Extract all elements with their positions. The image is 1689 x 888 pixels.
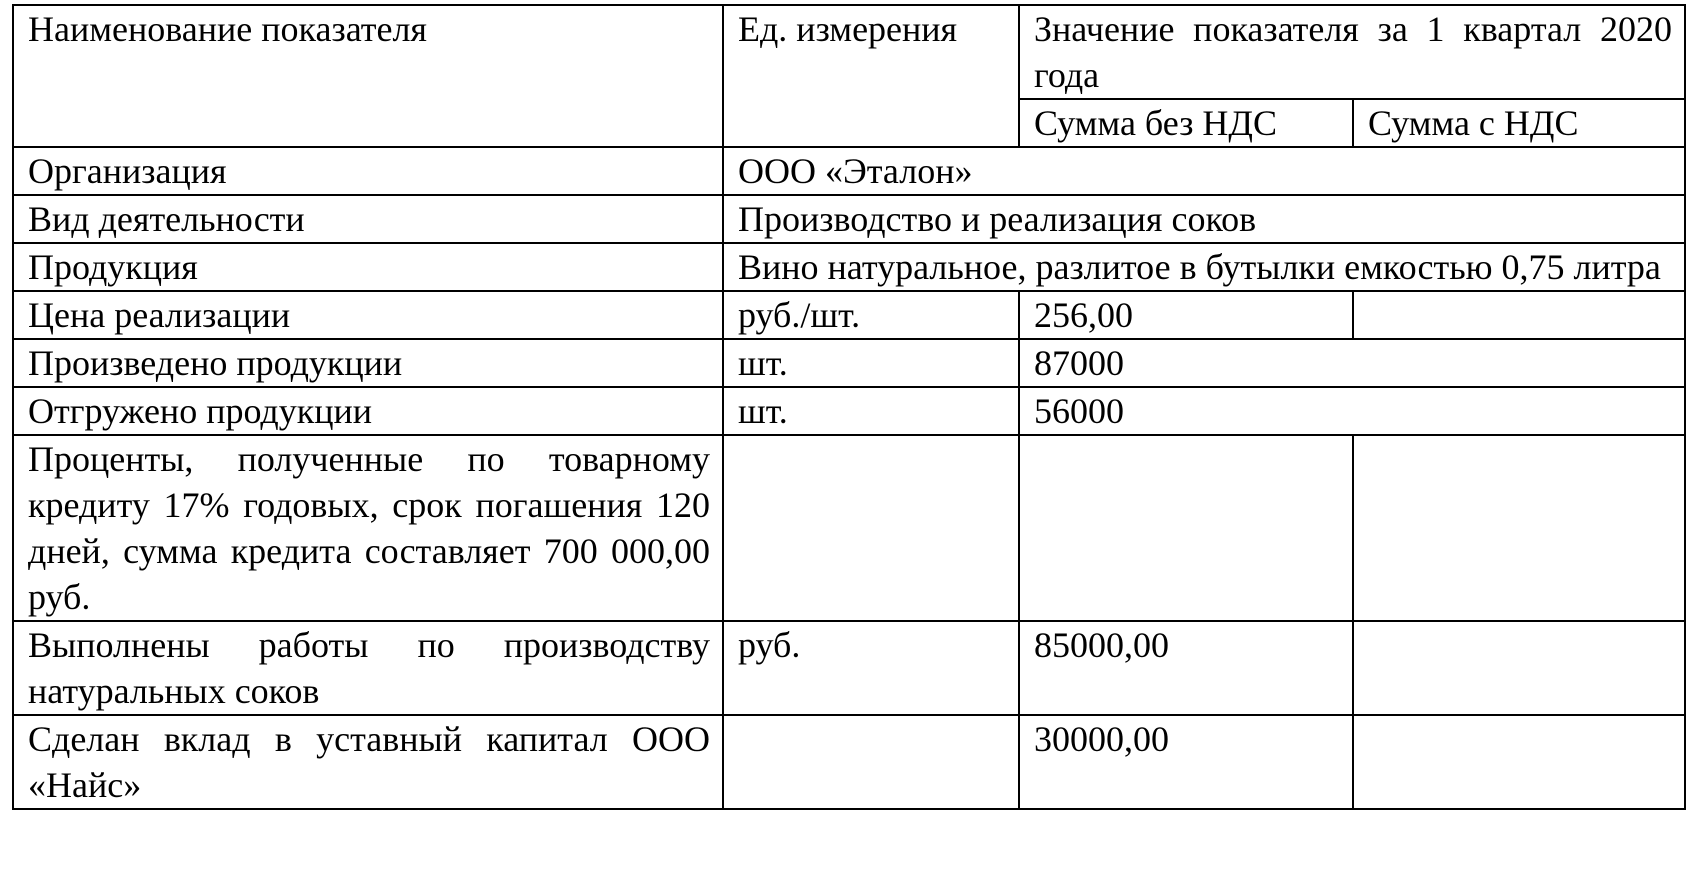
row-sum-without-vat: 87000 bbox=[1019, 339, 1685, 387]
row-merged-value: Вино натуральное, разлитое в бутылки емкостью 0,75 литра bbox=[723, 243, 1685, 291]
header-indicator-name: Наименование показателя bbox=[13, 5, 723, 147]
row-unit: шт. bbox=[723, 387, 1019, 435]
table-row bbox=[13, 291, 1685, 339]
row-sum-with-vat bbox=[1353, 715, 1685, 809]
table-row bbox=[13, 243, 1685, 291]
row-name: Произведено продукции bbox=[13, 339, 723, 387]
row-unit: руб./шт. bbox=[723, 291, 1019, 339]
table-row bbox=[13, 339, 1685, 387]
row-unit bbox=[723, 715, 1019, 809]
row-sum-with-vat bbox=[1353, 435, 1685, 621]
header-sum-without-vat: Сумма без НДС bbox=[1019, 99, 1353, 147]
row-sum-with-vat bbox=[1353, 621, 1685, 715]
table-row bbox=[13, 715, 1685, 809]
row-name: Сделан вклад в уставный капитал ООО «Найс» bbox=[13, 715, 723, 809]
row-unit: руб. bbox=[723, 621, 1019, 715]
row-sum-with-vat bbox=[1353, 291, 1685, 339]
row-sum-without-vat: 256,00 bbox=[1019, 291, 1353, 339]
row-name: Отгружено продукции bbox=[13, 387, 723, 435]
table-row bbox=[13, 435, 1685, 621]
row-name: Выполнены работы по производству натуральных соков bbox=[13, 621, 723, 715]
row-sum-without-vat: 30000,00 bbox=[1019, 715, 1353, 809]
table-row bbox=[13, 147, 1685, 195]
table-row bbox=[13, 195, 1685, 243]
header-sum-with-vat: Сумма с НДС bbox=[1353, 99, 1685, 147]
row-unit: шт. bbox=[723, 339, 1019, 387]
row-name: Проценты, полученные по товарному кредиту 17% годовых, срок погашения 120 дней, сумма кредита составляет 700 000,00 руб. bbox=[13, 435, 723, 621]
header-unit: Ед. измерения bbox=[723, 5, 1019, 147]
row-merged-value: ООО «Эталон» bbox=[723, 147, 1685, 195]
indicators-table bbox=[12, 4, 1686, 810]
row-name: Вид деятельности bbox=[13, 195, 723, 243]
row-name: Организация bbox=[13, 147, 723, 195]
row-name: Продукция bbox=[13, 243, 723, 291]
table-row bbox=[13, 621, 1685, 715]
row-name: Цена реализации bbox=[13, 291, 723, 339]
row-sum-without-vat: 85000,00 bbox=[1019, 621, 1353, 715]
table-header-row bbox=[13, 5, 1685, 99]
row-sum-without-vat: 56000 bbox=[1019, 387, 1685, 435]
header-value-title: Значение показателя за 1 квартал 2020 года bbox=[1019, 5, 1685, 99]
row-unit bbox=[723, 435, 1019, 621]
table-row bbox=[13, 387, 1685, 435]
row-sum-without-vat bbox=[1019, 435, 1353, 621]
row-merged-value: Производство и реализация соков bbox=[723, 195, 1685, 243]
